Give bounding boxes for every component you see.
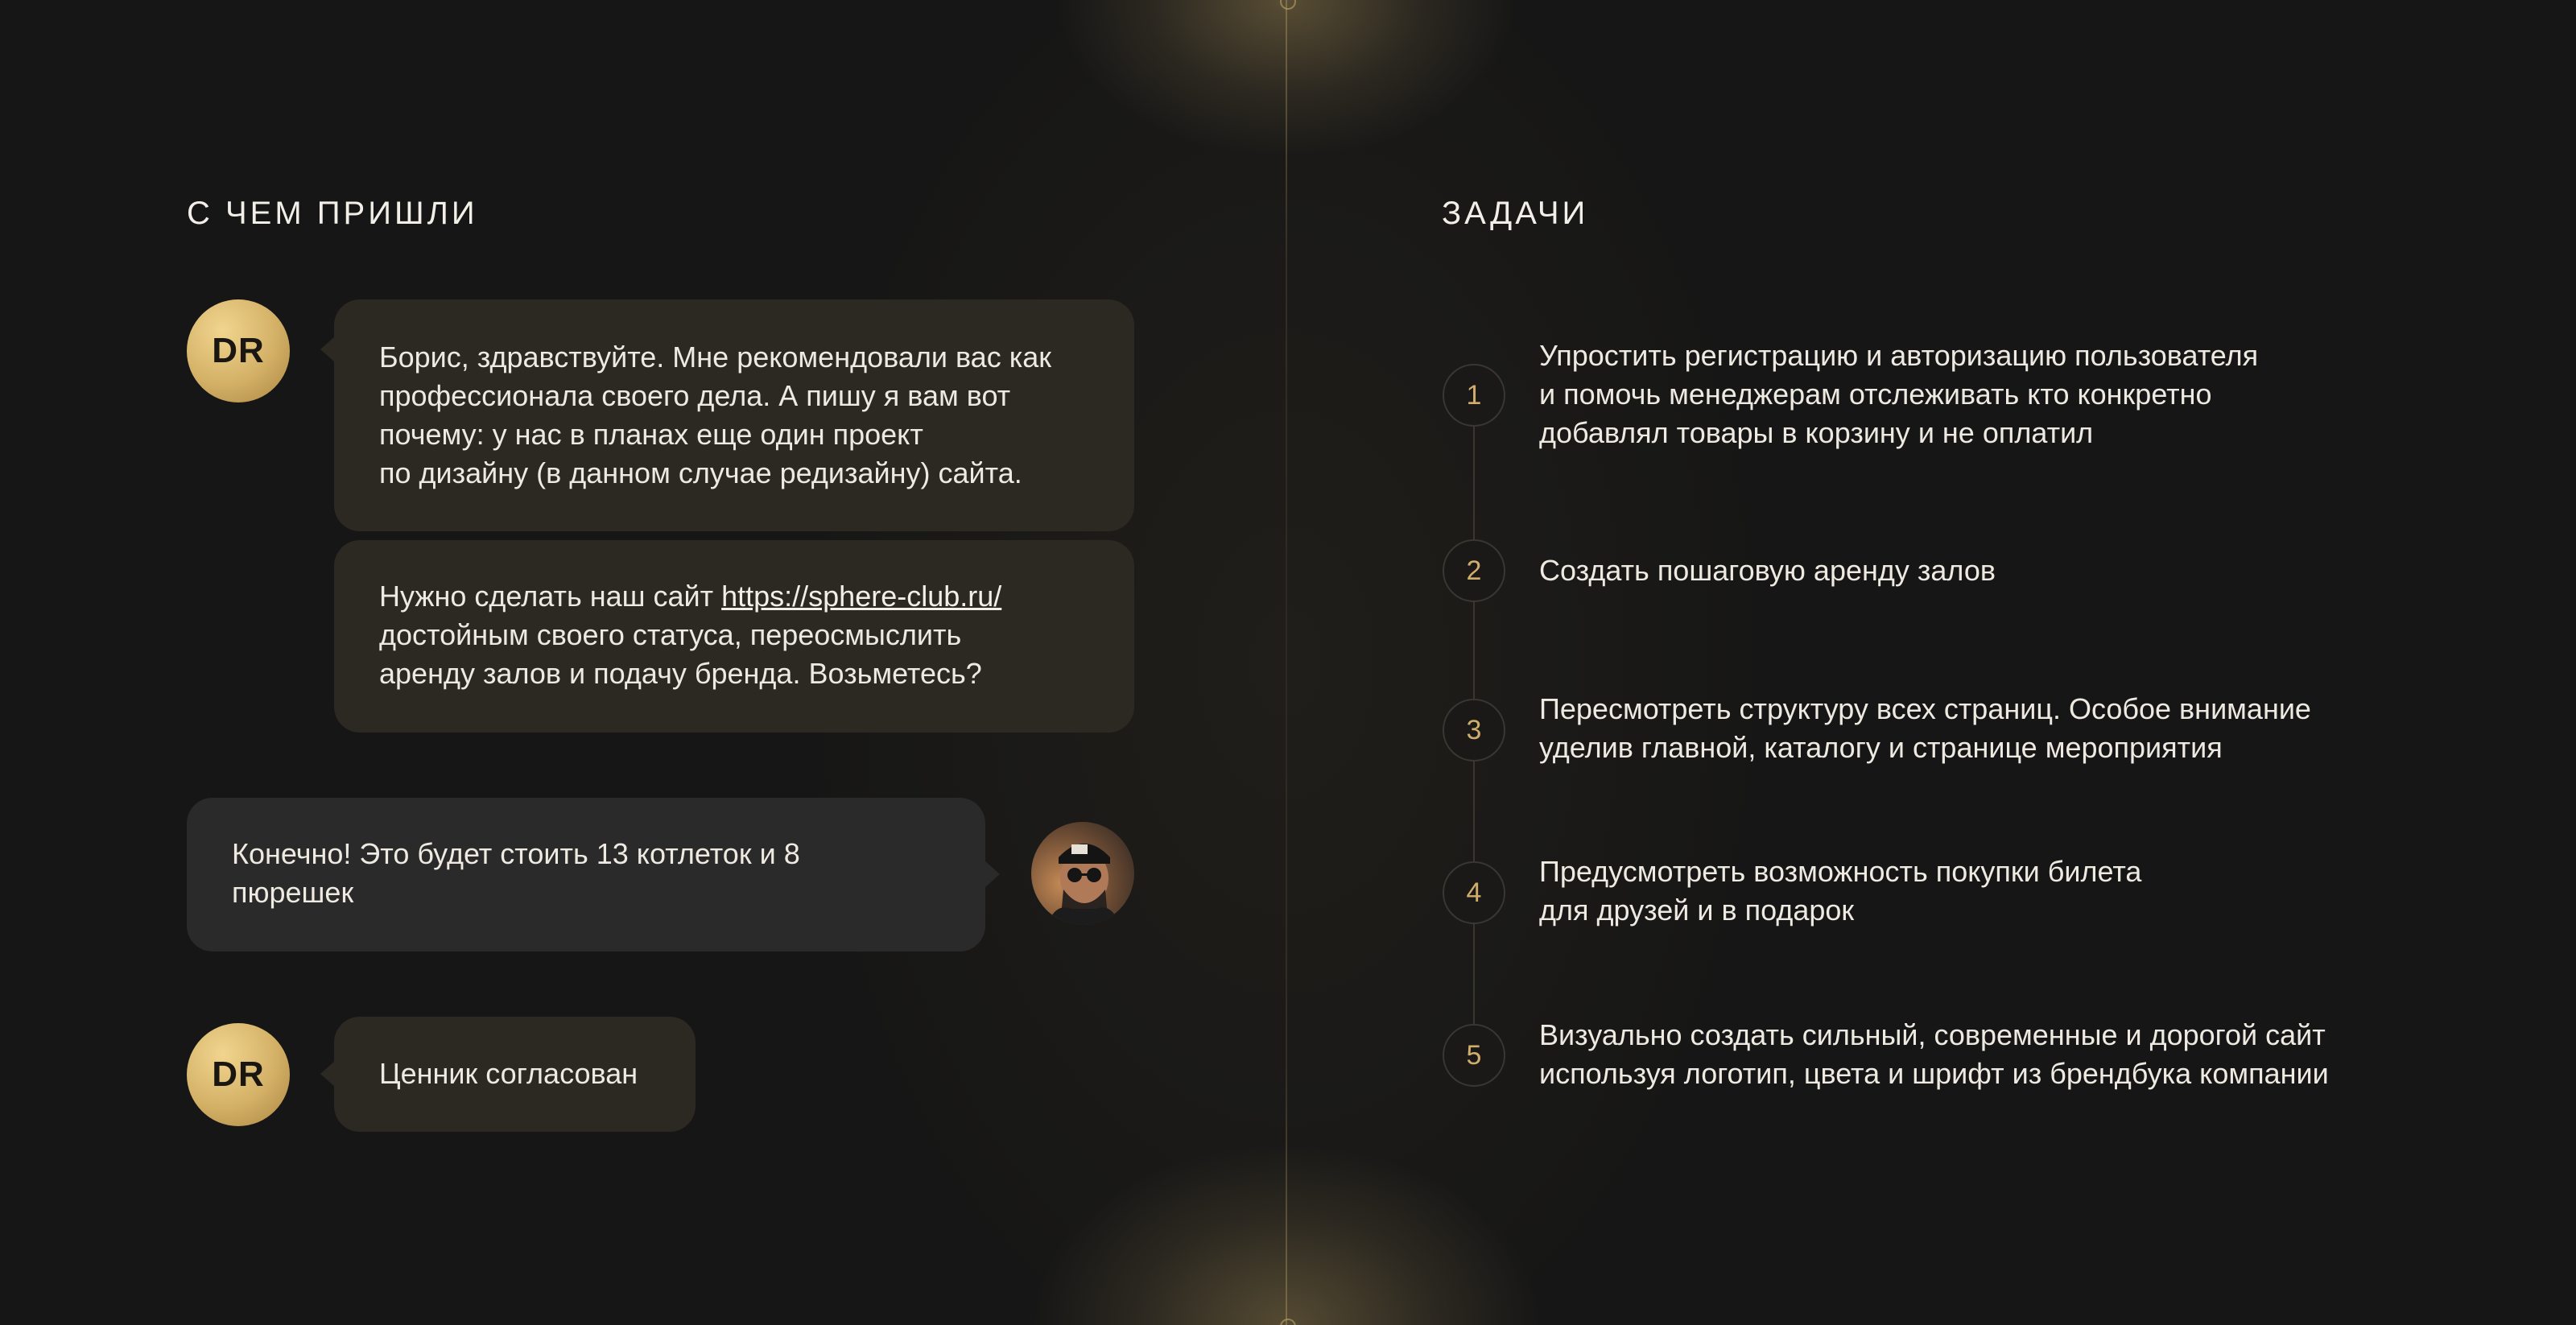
step-line: Пересмотреть структуру всех страниц. Особое внимание [1539, 692, 2311, 725]
message-line: Конечно! Это будет стоить 13 котлеток и 8 [232, 837, 800, 870]
step-number-5: 5 [1443, 1024, 1505, 1087]
message-line: по дизайну (в данном случае редизайну) сайта. [379, 456, 1022, 489]
center-divider [1286, 0, 1287, 1325]
step-line: Предусмотреть возможность покупки билета [1539, 855, 2142, 888]
step-line: Визуально создать сильный, современные и дорогой сайт [1539, 1018, 2326, 1051]
section-heading-came-with: С ЧЕМ ПРИШЛИ [187, 196, 478, 231]
step-number-4: 4 [1443, 861, 1505, 924]
site-link[interactable]: https://sphere-club.ru/ [721, 580, 1002, 613]
message-line: почему: у нас в планах еще один проект [379, 418, 923, 451]
client-avatar [187, 299, 290, 402]
message-line [379, 577, 1089, 616]
step-line: Упростить регистрацию и авторизацию пользователя [1539, 339, 2259, 372]
bubble-tail [320, 336, 335, 362]
message-line: профессионала своего дела. А пишу я вам вот [379, 379, 1011, 412]
timeline-line [1473, 602, 1475, 699]
step-text-3 [1539, 690, 2465, 767]
step-line: для друзей и в подарок [1539, 894, 1855, 927]
message-line: Борис, здравствуйте. Мне рекомендовали вас как [379, 341, 1052, 374]
bubble-tail [985, 861, 1000, 887]
designer-avatar [1031, 822, 1134, 925]
step-text-5 [1539, 1016, 2465, 1093]
designer-reply [187, 798, 985, 951]
message-line: аренду залов и подачу бренда. Возьметесь? [379, 657, 982, 690]
step-text-2 [1539, 551, 2465, 590]
step-line: и помочь менеджерам отслеживать кто конкретно [1539, 378, 2212, 411]
step-number-3: 3 [1443, 699, 1505, 762]
section-heading-tasks: ЗАДАЧИ [1442, 196, 1589, 231]
step-line: используя логотип, цвета и шрифт из брендбука компании [1539, 1057, 2329, 1090]
bubble-tail [320, 1061, 335, 1087]
step-line: уделив главной, каталогу и странице мероприятия [1539, 731, 2223, 764]
step-text-1 [1539, 336, 2465, 452]
client-message-1 [334, 299, 1134, 531]
timeline-line [1473, 762, 1475, 861]
designer-photo-icon [1031, 822, 1134, 925]
step-line: добавлял товары в корзину и не оплатил [1539, 416, 2094, 449]
step-text-4 [1539, 852, 2465, 930]
step-number-2: 2 [1443, 539, 1505, 602]
message-text: Нужно сделать наш сайт [379, 580, 722, 613]
client-initials: DR [212, 1055, 265, 1094]
client-avatar [187, 1023, 290, 1126]
message-line: пюрешек [232, 876, 354, 909]
client-message-final [334, 1017, 696, 1132]
message-line: Ценник согласован [379, 1057, 638, 1090]
message-line: достойным своего статуса, переосмыслить [379, 618, 962, 651]
step-line: Создать пошаговую аренду залов [1539, 554, 1996, 587]
client-initials: DR [212, 331, 265, 370]
client-message-2 [334, 540, 1134, 733]
timeline-line [1473, 924, 1475, 1024]
step-number-1: 1 [1443, 364, 1505, 427]
timeline-line [1473, 427, 1475, 539]
